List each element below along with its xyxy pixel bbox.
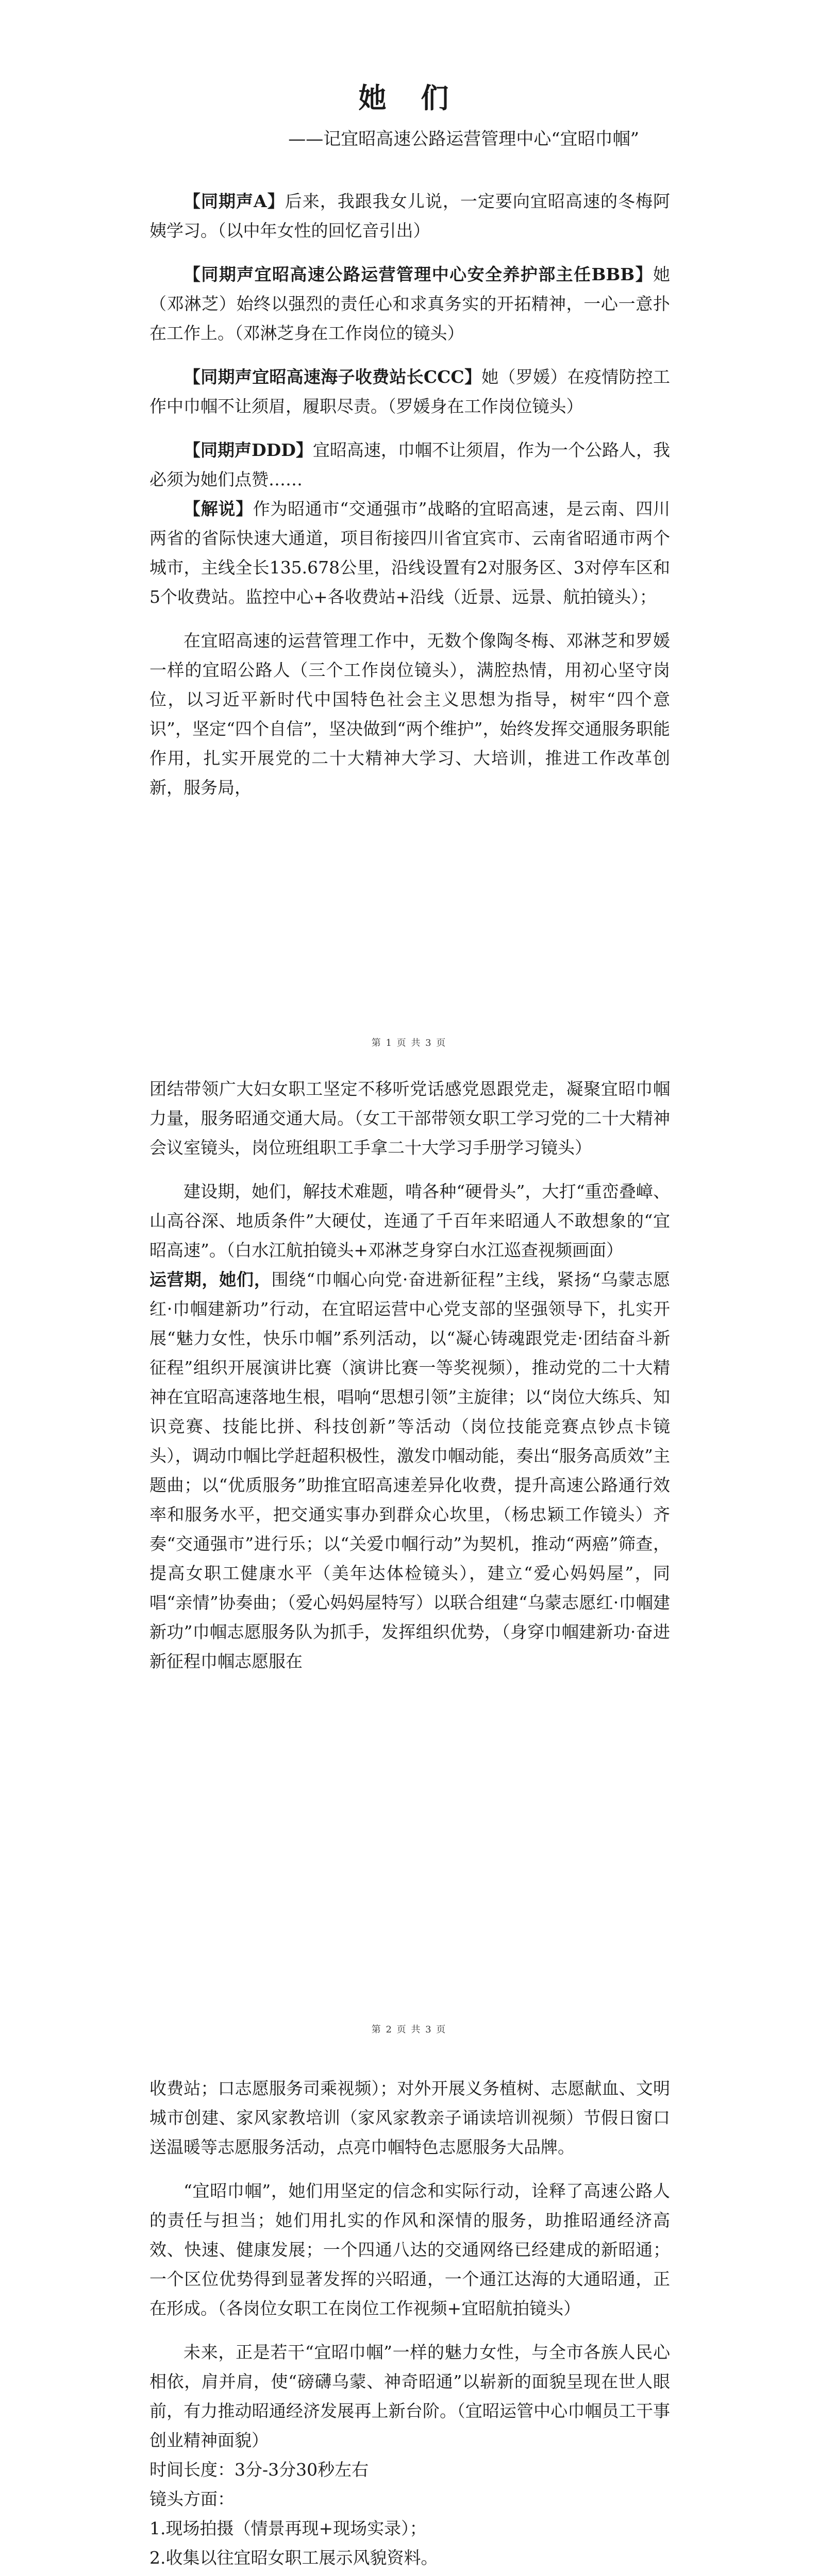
paragraph-operations: 在宜昭高速的运营管理工作中，无数个像陶冬梅、邓淋芝和罗媛一样的宜昭公路人（三个工作岗位镜头），满腔热情，用初心坚守岗位，以习近平新时代中国特色社会主义思想为指导，树牢“四个意识”，坚定“四个自信”，坚决做到“两个维护”，始终发挥交通服务职能作用，扎实开展党的二十大精神大学习、大培训，推进工作改革创新，服务局， bbox=[149, 631, 670, 798]
document-subtitle: ——记宜昭高速公路运营管理中心“宜昭巾帼” bbox=[288, 129, 639, 149]
paragraph-label: 【同期声DDD】 bbox=[183, 440, 313, 460]
paragraph-text: 她（罗媛）在疫情防控工作中巾帼不让须眉，履职尽责。（罗媛身在工作岗位镜头） bbox=[149, 367, 671, 416]
document-page-1 bbox=[0, 0, 818, 1054]
paragraph-sync-sound-ddd bbox=[149, 435, 670, 494]
paragraph-label: 【同期声A】 bbox=[183, 191, 285, 211]
paragraph-construction: 建设期，她们，解技术难题，啃各种“硬骨头”，大打“重峦叠嶂、山高谷深、地质条件”大硬仗，连通了千百年来昭通人不敢想象的“宜昭高速”。（白水江航拍镜头+邓淋芝身穿白水江巡查视频画面） bbox=[149, 1181, 670, 1260]
paragraph-operation-period bbox=[149, 1265, 670, 1676]
shot-item: 1.现场拍摄（情景再现+现场实录）； bbox=[149, 2518, 427, 2538]
paragraph-label: 【同期声宜昭高速海子收费站长CCC】 bbox=[183, 367, 482, 387]
paragraph-narration bbox=[149, 494, 670, 612]
document-page-2 bbox=[0, 1054, 818, 2043]
page-footer-1: 第 1 页 共 3 页 bbox=[371, 1038, 447, 1048]
document-page-3 bbox=[0, 2043, 818, 2576]
paragraph-text: 作为昭通市“交通强市”战略的宜昭高速，是云南、四川两省的省际快速大通道，项目衔接四川省宜宾市、云南省昭通市两个城市，主线全长135.678公里，沿线设置有2对服务区、3对停车区和5个收费站。监控中心+各收费站+沿线（近景、远景、航拍镜头）； bbox=[149, 499, 670, 607]
paragraph-unity: 团结带领广大妇女职工坚定不移听党话感党恩跟党走，凝聚宜昭巾帼力量，服务昭通交通大局。（女工干部带领女职工学习党的二十大精神会议室镜头，岗位班组职工手拿二十大学习手册学习镜头） bbox=[149, 1079, 670, 1158]
page-footer-2: 第 2 页 共 3 页 bbox=[371, 2024, 447, 2035]
page-1-content bbox=[149, 77, 670, 802]
fees-heading bbox=[206, 2572, 670, 2576]
paragraph-text: 宜昭高速，巾帼不让须眉，作为一个公路人，我必须为她们点赞…… bbox=[149, 440, 670, 489]
paragraph-label: 【同期声宜昭高速公路运营管理中心安全养护部主任BBB】 bbox=[183, 264, 653, 284]
shot-item: 2.收集以往宜昭女职工展示风貌资料。 bbox=[149, 2548, 438, 2568]
page-2-content bbox=[149, 1074, 670, 1676]
paragraph-text: 她（邓淋芝）始终以强烈的责任心和求真务实的开拓精神，一心一意扑在工作上。（邓淋芝身在工作岗位的镜头） bbox=[149, 264, 670, 343]
paragraph-sync-sound-bbb bbox=[149, 260, 670, 348]
paragraph-future: 未来，正是若干“宜昭巾帼”一样的魅力女性，与全市各族人民心相依，肩并肩，使“磅礴乌蒙、神奇昭通”以崭新的面貌呈现在世人眼前，有力推动昭通经济发展再上新台阶。（宜昭运管中心巾帼员工干事创业精神面貌） bbox=[149, 2342, 670, 2450]
paragraph-responsibility: “宜昭巾帼”，她们用坚定的信念和实际行动，诠释了高速公路人的责任与担当；她们用扎实的作风和深情的服务，助推昭通经济高效、快速、健康发展；一个四通八达的交通网络已经建成的新昭通；一个区位优势得到显著发挥的兴昭通，一个通江达海的大通昭通，正在形成。（各岗位女职工在岗位工作视频+宜昭航拍镜头） bbox=[149, 2181, 670, 2318]
duration-text: 时间长度：3分-3分30秒左右 bbox=[149, 2460, 369, 2480]
shots-heading: 镜头方面： bbox=[149, 2489, 235, 2509]
paragraph-volunteer: 收费站；口志愿服务司乘视频）；对外开展义务植树、志愿献血、文明城市创建、家风家教培训（家风家教亲子诵读培训视频）节假日窗口送温暖等志愿服务活动，点亮巾帼特色志愿服务大品牌。 bbox=[149, 2078, 670, 2157]
paragraph-sync-sound-a bbox=[149, 187, 670, 245]
paragraph-sync-sound-ccc bbox=[149, 362, 670, 421]
paragraph-text: 围绕“巾帼心向党·奋进新征程”主线，紧扬“乌蒙志愿红·巾帼建新功”行动，在宜昭运营中心党支部的坚强领导下，扎实开展“魅力女性，快乐巾帼”系列活动，以“凝心铸魂跟党走·团结奋斗新征程”组织开展演讲比赛（演讲比赛一等奖视频），推动党的二十大精神在宜昭高速落地生根，唱响“思想引领”主旋律；以“岗位大练兵、知识竞赛、技能比拼、科技创新”等活动（岗位技能竞赛点钞点卡镜头），调动巾帼比学赶超积极性，激发巾帼动能，奏出“服务高质效”主题曲；以“优质服务”助推宜昭高速差异化收费，提升高速公路通行效率和服务水平，把交通实事办到群众心坎里，（杨忠颖工作镜头）齐奏“交通强市”进行乐；以“关爱巾帼行动”为契机，推动“两癌”筛查，提高女职工健康水平（美年达体检镜头），建立“爱心妈妈屋”，同唱“亲情”协奏曲；（爱心妈妈屋特写）以联合组建“乌蒙志愿红·巾帼建新功”巾帼志愿服务队为抓手，发挥组织优势，（身穿巾帼建新功·奋进新征程巾帼志愿服在 bbox=[149, 1269, 670, 1671]
page-3-content bbox=[149, 2074, 670, 2576]
paragraph-label: 运营期，她们， bbox=[149, 1269, 272, 1290]
paragraph-text: 后来，我跟我女儿说，一定要向宜昭高速的冬梅阿姨学习。（以中年女性的回忆音引出） bbox=[149, 191, 671, 241]
paragraph-label: 【解说】 bbox=[183, 499, 253, 519]
document-title: 她 们 bbox=[358, 81, 461, 114]
